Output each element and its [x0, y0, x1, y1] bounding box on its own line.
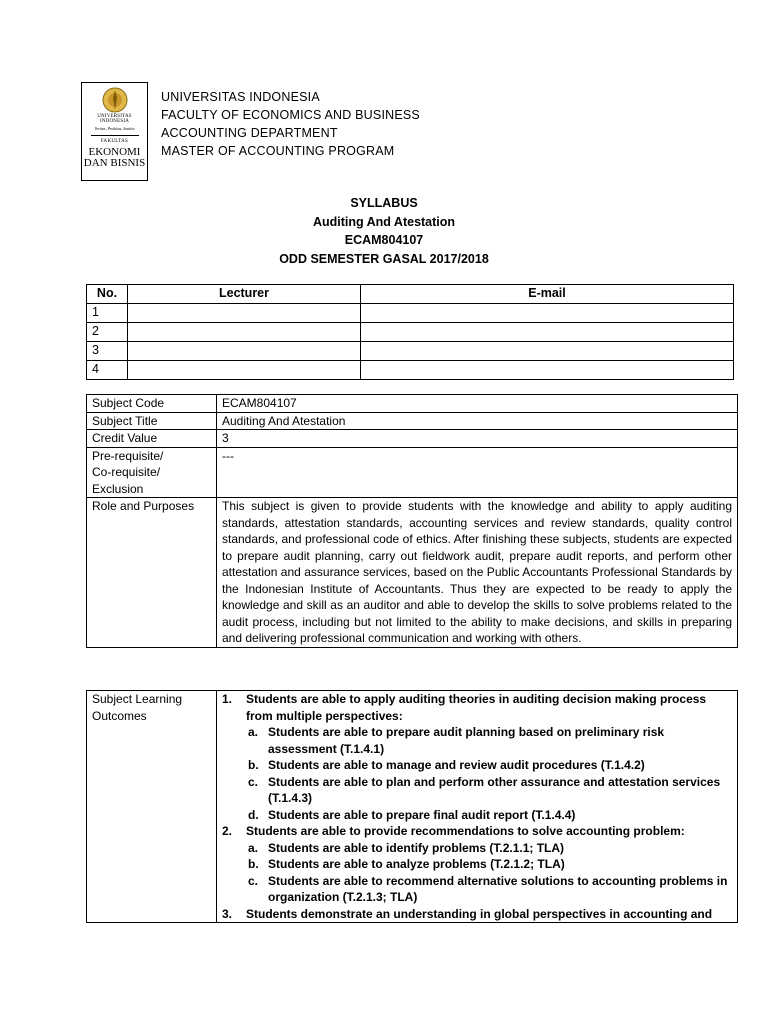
logo-fakultas-text: FAKULTAS [100, 139, 129, 144]
col-no: No. [87, 285, 128, 304]
role-purposes-label: Role and Purposes [87, 498, 217, 648]
list-item: a. Students are able to prepare audit planning based on preliminary risk assessment (T.1.4.1) [248, 725, 665, 756]
logo-bisnis-text: DAN BISNIS [83, 157, 146, 169]
outcome-1b: Students are able to manage and review audit procedures (T.1.4.2) [268, 758, 645, 772]
course-code: ECAM804107 [344, 233, 424, 247]
logo-ekonomi-text: EKONOMI [88, 146, 141, 158]
outcome-2b: Students are able to analyze problems (T.2.1.2; TLA) [268, 857, 565, 871]
header-program: MASTER OF ACCOUNTING PROGRAM [161, 144, 395, 158]
table-row [87, 430, 738, 448]
course-name: Auditing And Atestation [312, 214, 456, 229]
learning-outcomes-table [86, 690, 738, 923]
list-item: 3. Students demonstrate an understanding in global perspectives in accounting and [222, 906, 713, 921]
logo-divider [91, 135, 139, 136]
header-university: UNIVERSITAS INDONESIA [161, 90, 320, 104]
list-item: b. Students are able to manage and review audit procedures (T.1.4.2) [248, 758, 645, 772]
logo-indonesia-text: INDONESIA [99, 119, 130, 124]
semester: ODD SEMESTER GASAL 2017/2018 [279, 251, 489, 266]
makara-emblem-icon [100, 86, 130, 114]
row-lecturer [128, 304, 361, 323]
learning-outcomes-label-line1: Subject Learning [92, 692, 183, 706]
outcome-1a: Students are able to prepare audit planning based on preliminary risk assessment (T.1.4.1) [268, 725, 665, 756]
table-row [87, 412, 738, 430]
row-email [361, 361, 734, 380]
logo-university-text: UNIVERSITAS [97, 114, 132, 119]
list-item: a. Students are able to identify problems (T.2.1.1; TLA) [248, 840, 565, 855]
prerequisite-value: --- [217, 447, 738, 498]
prerequisite-label-line: Pre-requisite/ [92, 448, 164, 463]
syllabus-title-block [0, 194, 768, 268]
list-item: c. Students are able to plan and perform other assurance and attestation services (T.1.4.3) [248, 774, 721, 805]
row-no: 2 [87, 323, 128, 342]
table-row [87, 304, 734, 323]
table-row [87, 447, 738, 498]
table-row [87, 361, 734, 380]
row-no: 4 [87, 361, 128, 380]
list-item: 1. Students are able to apply auditing theories in auditing decision making process from multiple perspectives: [222, 692, 707, 723]
subject-info-table [86, 394, 738, 648]
university-logo [81, 82, 148, 181]
learning-outcomes-list [217, 691, 738, 923]
row-no: 1 [87, 304, 128, 323]
row-lecturer [128, 361, 361, 380]
learning-outcomes-label-line2: Outcomes [92, 708, 147, 723]
table-row [87, 395, 738, 413]
col-lecturer: Lecturer [128, 285, 361, 304]
table-row [87, 691, 738, 923]
row-email [361, 323, 734, 342]
lecturer-table [86, 284, 734, 380]
row-lecturer [128, 342, 361, 361]
row-no: 3 [87, 342, 128, 361]
logo-motto: Veritas, Probitas, Iustitia [94, 126, 135, 131]
corequisite-label-line: Co-requisite/ [92, 465, 161, 479]
subject-code-label: Subject Code [87, 395, 217, 413]
outcome-2: Students are able to provide recommendations to solve accounting problem: [246, 824, 685, 838]
outcome-2a: Students are able to identify problems (T.2.1.1; TLA) [268, 840, 565, 855]
institution-header [161, 88, 420, 160]
subject-title-value: Auditing And Atestation [217, 412, 738, 430]
lecturer-table-header [87, 285, 734, 304]
row-email [361, 342, 734, 361]
credit-value-label: Credit Value [87, 430, 217, 448]
outcome-3: Students demonstrate an understanding in global perspectives in accounting and [246, 906, 713, 921]
table-row [87, 498, 738, 648]
subject-title-label: Subject Title [87, 412, 217, 430]
prerequisite-label [87, 447, 217, 498]
subject-code-value: ECAM804107 [217, 395, 738, 413]
list-item: 2. Students are able to provide recommendations to solve accounting problem: [222, 824, 685, 838]
learning-outcomes-label [87, 691, 217, 923]
outcome-1d: Students are able to prepare final audit report (T.1.4.4) [268, 807, 576, 822]
row-lecturer [128, 323, 361, 342]
table-row [87, 342, 734, 361]
outcome-2c: Students are able to recommend alternative solutions to accounting problems in organization (T.2.1.3; TLA) [268, 873, 728, 904]
outcome-1c: Students are able to plan and perform other assurance and attestation services (T.1.4.3) [268, 774, 721, 805]
header-faculty: FACULTY OF ECONOMICS AND BUSINESS [161, 108, 420, 122]
role-purposes-text: This subject is given to provide students with the knowledge and ability to apply auditing standards, attestation standards, accounting services and review standards, quality control standards, and professional code of ethics. After finishing these subjects, students are expected to prepare audit planning, carry out fieldwork audit, prepare audit reports, and perform other attestation and assurance services, based on the Public Accountants Professional Standards by the Indonesian Institute of Accountants. Thus they are expected to be ready to apply the knowledge and skill as an auditor and able to develop the skills to solve problems related to the audit process, including but not limited to the ability to make decisions, and skills in preparing and delivering professional communication and working with others. [217, 498, 738, 648]
row-email [361, 304, 734, 323]
outcome-1: Students are able to apply auditing theories in auditing decision making process from multiple perspectives: [246, 692, 707, 723]
credit-value: 3 [217, 430, 738, 448]
list-item: b. Students are able to analyze problems (T.2.1.2; TLA) [248, 857, 565, 871]
col-email: E-mail [361, 285, 734, 304]
table-row [87, 323, 734, 342]
syllabus-heading: SYLLABUS [350, 196, 418, 210]
exclusion-label-line: Exclusion [92, 481, 144, 496]
header-department: ACCOUNTING DEPARTMENT [161, 126, 338, 140]
list-item: c. Students are able to recommend alternative solutions to accounting problems in organization (T.2.1.3; TLA) [248, 873, 728, 904]
list-item: d. Students are able to prepare final audit report (T.1.4.4) [248, 807, 576, 822]
